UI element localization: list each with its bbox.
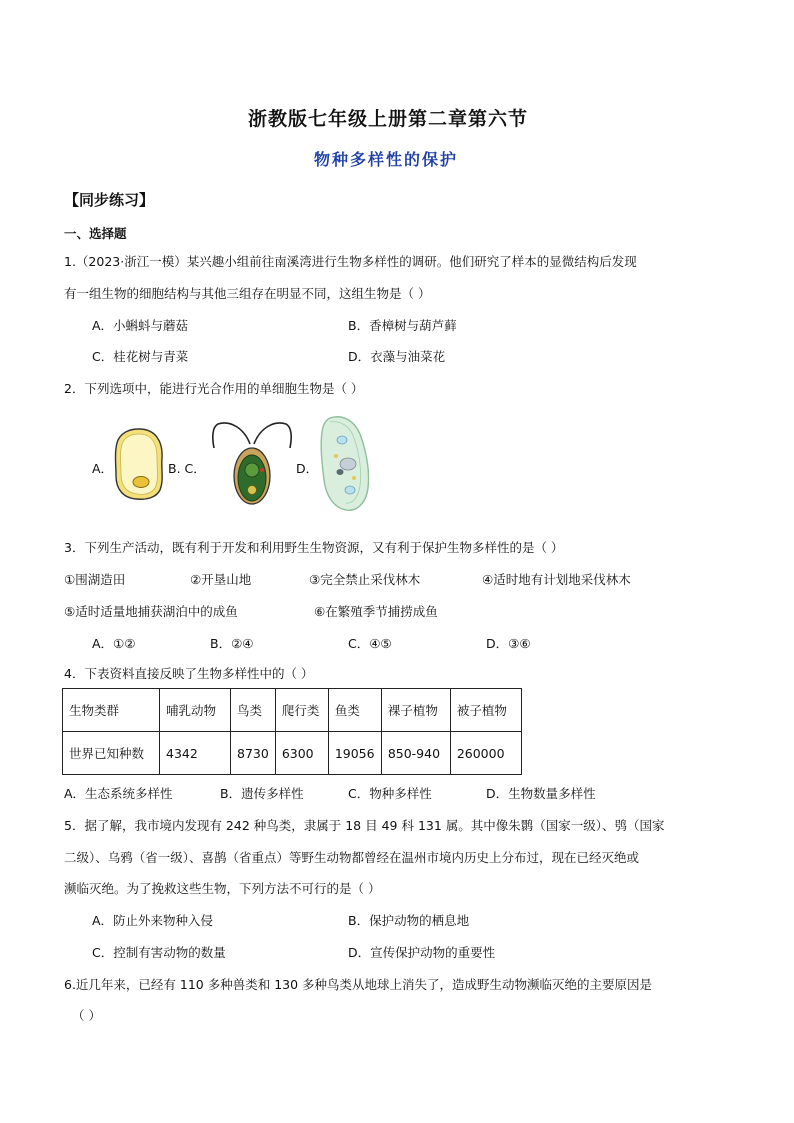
yeast-cell-image <box>112 426 166 502</box>
paramecium-image <box>316 412 374 514</box>
q3-item-5: ⑤适时适量地捕获湖泊中的成鱼 <box>64 604 238 619</box>
table-cell: 19056 <box>328 732 381 775</box>
species-table <box>62 688 522 775</box>
q6-stem-line2: （ ） <box>72 1008 101 1023</box>
table-header-cell: 被子植物 <box>450 689 521 732</box>
section-label: 【同步练习】 <box>64 191 155 209</box>
q1-stem-line2: 有一组生物的细胞结构与其他三组存在明显不同，这组生物是（ ） <box>64 286 431 301</box>
q4-option-b: B．遗传多样性 <box>220 786 304 801</box>
table-header-cell: 裸子植物 <box>381 689 450 732</box>
q5-stem-line2: 二级）、乌鸦（省一级）、喜鹊（省重点）等野生动物都曾经在温州市境内历史上分布过，现在已经灭绝或 <box>64 850 640 865</box>
q3-stem: 3．下列生产活动，既有利于开发和利用野生生物资源，又有利于保护生物多样性的是（ ） <box>64 540 564 555</box>
q1-option-a: A．小蝌蚪与蘑菇 <box>92 318 189 333</box>
table-header-row <box>63 689 522 732</box>
q1-option-c: C．桂花树与青菜 <box>92 349 189 364</box>
q1-option-d: D．衣藻与油菜花 <box>348 349 446 364</box>
q4-stem: 4．下表资料直接反映了生物多样性中的（ ） <box>64 666 314 681</box>
table-header-cell: 哺乳动物 <box>160 689 231 732</box>
q5-option-c: C．控制有害动物的数量 <box>92 945 226 960</box>
table-header-cell: 鸟类 <box>231 689 276 732</box>
table-cell: 6300 <box>275 732 328 775</box>
table-cell: 850-940 <box>381 732 450 775</box>
q4-option-a: A．生态系统多样性 <box>64 786 173 801</box>
q5-option-b: B．保护动物的栖息地 <box>348 913 470 928</box>
q2-label-d: D． <box>296 461 319 476</box>
table-cell: 260000 <box>450 732 521 775</box>
q5-stem-line1: 5．据了解，我市境内发现有 242 种鸟类，隶属于 18 目 49 科 131 属。其中像朱鹮（国家一级）、鸮（国家 <box>64 818 665 833</box>
q1-option-b: B．香樟树与葫芦藓 <box>348 318 457 333</box>
q3-item-2: ②开垦山地 <box>190 572 252 587</box>
chlamydomonas-image <box>210 418 296 510</box>
q6-stem-line1: 6.近几年来，已经有 110 多种兽类和 130 多种鸟类从地球上消失了，造成野生动物濒临灭绝的主要原因是 <box>64 977 653 992</box>
q3-item-6: ⑥在繁殖季节捕捞成鱼 <box>314 604 438 619</box>
q2-label-a: A． <box>92 461 114 476</box>
table-cell: 8730 <box>231 732 276 775</box>
q2-stem: 2．下列选项中，能进行光合作用的单细胞生物是（ ） <box>64 381 364 396</box>
table-row <box>63 732 522 775</box>
table-cell: 世界已知种数 <box>63 732 160 775</box>
q3-item-4: ④适时地有计划地采伐林木 <box>482 572 631 587</box>
table-header-cell: 鱼类 <box>328 689 381 732</box>
q3-option-a: A．①② <box>92 636 136 651</box>
page-subtitle: 物种多样性的保护 <box>314 150 459 169</box>
page-title: 浙教版七年级上册第二章第六节 <box>248 108 529 130</box>
q4-option-c: C．物种多样性 <box>348 786 432 801</box>
q4-option-d: D．生物数量多样性 <box>486 786 596 801</box>
part-label: 一、选择题 <box>64 226 127 241</box>
q5-stem-line3: 濒临灭绝。为了挽救这些生物，下列方法不可行的是（ ） <box>64 881 381 896</box>
q5-option-d: D．宣传保护动物的重要性 <box>348 945 496 960</box>
table-header-cell: 生物类群 <box>63 689 160 732</box>
table-header-cell: 爬行类 <box>275 689 328 732</box>
q1-stem-line1: 1.（2023·浙江一模）某兴趣小组前往南溪湾进行生物多样性的调研。他们研究了样本的显微结构后发现 <box>64 254 637 269</box>
q3-option-b: B．②④ <box>210 636 254 651</box>
q3-option-c: C．④⑤ <box>348 636 392 651</box>
q2-label-bc: B. C． <box>168 461 206 476</box>
q3-option-d: D．③⑥ <box>486 636 531 651</box>
q5-option-a: A．防止外来物种入侵 <box>92 913 214 928</box>
q3-item-3: ③完全禁止采伐林木 <box>309 572 421 587</box>
table-cell: 4342 <box>160 732 231 775</box>
q3-item-1: ①围湖造田 <box>64 572 126 587</box>
